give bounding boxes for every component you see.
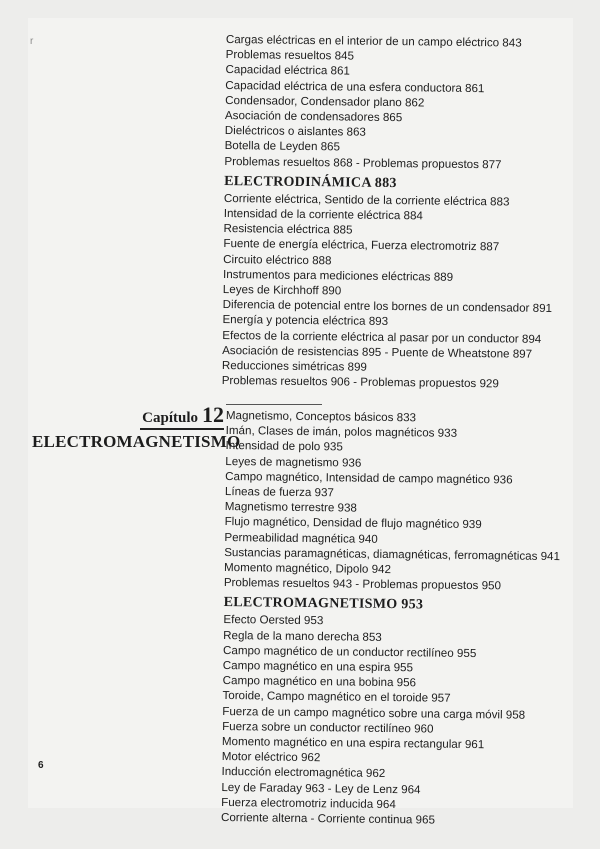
toc-entry: Regla de la mano derecha 853 — [223, 628, 382, 644]
toc-block-magnetismo — [224, 408, 571, 595]
toc-entry: Ley de Faraday 963 - Ley de Lenz 964 — [221, 780, 421, 797]
toc-entry: Capacidad eléctrica 861 — [225, 63, 350, 78]
toc-entry: Cargas eléctricas en el interior de un campo eléctrico 843 — [225, 32, 522, 50]
toc-entry: Líneas de fuerza 937 — [224, 485, 334, 500]
margin-mark: r — [30, 36, 34, 47]
toc-entry: Sustancias paramagnéticas, diamagnéticas, ferromagnéticas 941 — [224, 545, 561, 563]
toc-entry: Leyes de magnetismo 936 — [225, 454, 362, 470]
toc-entry: Campo magnético, Intensidad de campo magnético 936 — [225, 469, 513, 487]
toc-entry: Efectos de la corriente eléctrica al pasar por un conductor 894 — [222, 328, 542, 346]
page-number: 6 — [38, 760, 44, 771]
toc-entry: Problemas resueltos 845 — [225, 48, 355, 63]
toc-entry: Intensidad de la corriente eléctrica 884 — [223, 207, 424, 223]
toc-entry: Corriente eléctrica, Sentido de la corriente eléctrica 883 — [223, 191, 510, 209]
chapter-underline — [140, 428, 224, 430]
toc-entry: Condensador, Condensador plano 862 — [225, 93, 425, 110]
toc-block-electromagnetismo — [221, 612, 569, 829]
toc-entry: Imán, Clases de imán, polos magnéticos 933 — [225, 424, 458, 441]
toc-entry: Fuerza electromotriz inducida 964 — [221, 795, 396, 811]
toc-entry: Problemas resueltos 943 - Problemas propuestos 950 — [223, 576, 502, 593]
toc-entry: Permeabilidad magnética 940 — [224, 530, 378, 546]
section-heading-electrodinamica: ELECTRODINÁMICA 883 — [224, 173, 397, 191]
toc-column-top — [222, 32, 571, 393]
toc-entry: Toroide, Campo magnético en el toroide 957 — [222, 689, 451, 706]
toc-entry: Campo magnético de un conductor rectilíneo 955 — [222, 643, 477, 660]
toc-entry: Capacidad eléctrica de una esfera conductora 861 — [225, 78, 485, 95]
toc-entry: Asociación de condensadores 865 — [224, 109, 403, 125]
toc-entry: Magnetismo terrestre 938 — [224, 500, 357, 515]
chapter-number: 12 — [202, 402, 224, 427]
toc-entry: Efecto Oersted 953 — [223, 613, 324, 628]
toc-entry: Corriente alterna - Corriente continua 965 — [220, 811, 436, 827]
toc-entry: Campo magnético en una espira 955 — [222, 659, 414, 675]
toc-column-bottom — [221, 408, 571, 829]
chapter-divider-line — [226, 404, 322, 405]
toc-entry: Botella de Leyden 865 — [224, 139, 341, 154]
toc-entry: Reducciones simétricas 899 — [221, 359, 367, 374]
toc-block-electrodinamica — [222, 191, 569, 393]
toc-entry: Inducción electromagnética 962 — [221, 765, 386, 781]
toc-entry: Momento magnético en una espira rectangular 961 — [221, 735, 485, 752]
toc-entry: Flujo magnético, Densidad de flujo magnético 939 — [224, 515, 482, 532]
toc-entry: Problemas resueltos 868 - Problemas propuestos 877 — [224, 154, 502, 172]
toc-entry: Momento magnético, Dipolo 942 — [223, 561, 392, 577]
toc-entry: Intensidad de polo 935 — [225, 439, 343, 454]
chapter-label — [140, 402, 224, 428]
toc-entry: Asociación de resistencias 895 - Puente de Wheatstone 897 — [222, 343, 533, 361]
toc-entry: Leyes de Kirchhoff 890 — [222, 283, 342, 298]
section-heading-electromagnetismo: ELECTROMAGNETISMO 953 — [223, 595, 424, 613]
toc-entry: Resistencia eléctrica 885 — [223, 222, 353, 237]
toc-entry: Campo magnético en una bobina 956 — [222, 674, 417, 690]
toc-entry: Fuerza de un campo magnético sobre una carga móvil 958 — [222, 704, 526, 722]
toc-entry: Motor eléctrico 962 — [221, 750, 321, 765]
toc-block-electrostatics — [224, 32, 571, 173]
chapter-title: ELECTROMAGNETISMO — [32, 432, 241, 451]
toc-entry: Magnetismo, Conceptos básicos 833 — [225, 408, 417, 425]
chapter-word: Capítulo — [142, 410, 198, 426]
toc-entry: Instrumentos para mediciones eléctricas 889 — [222, 267, 454, 284]
toc-entry: Problemas resueltos 906 - Problemas propuestos 929 — [221, 374, 499, 391]
toc-entry: Energía y potencia eléctrica 893 — [222, 313, 389, 329]
toc-entry: Diferencia de potencial entre los bornes de un condensador 891 — [222, 298, 553, 316]
toc-entry: Circuito eléctrico 888 — [223, 252, 332, 267]
toc-entry: Fuente de energía eléctrica, Fuerza electromotriz 887 — [223, 237, 500, 254]
toc-entry: Dieléctricos o aislantes 863 — [224, 124, 367, 139]
toc-entry: Fuerza sobre un conductor rectilíneo 960 — [222, 719, 434, 736]
